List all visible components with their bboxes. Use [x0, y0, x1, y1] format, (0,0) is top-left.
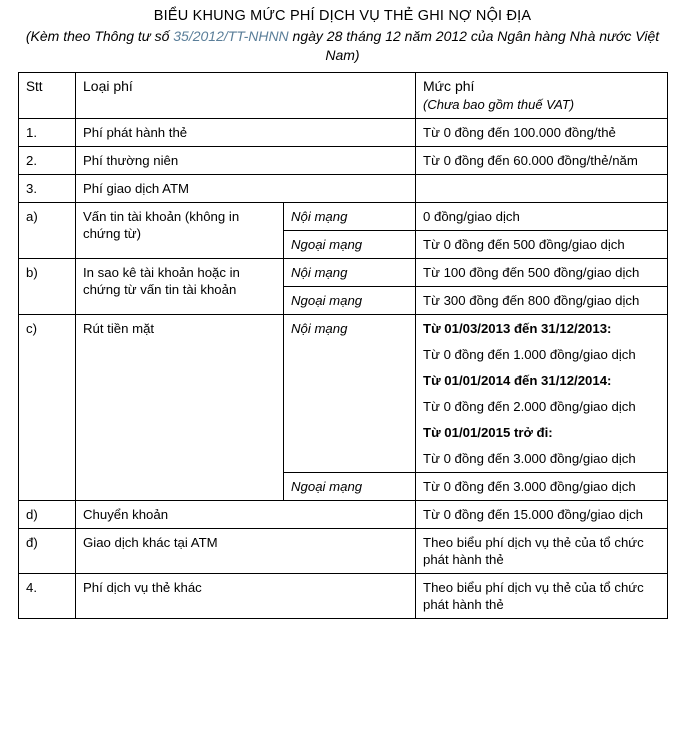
row-fee-amount: Từ 300 đồng đến 800 đồng/giao dịch [416, 287, 668, 315]
row-index: 3. [19, 175, 76, 203]
row-index: 4. [19, 574, 76, 619]
row-network-scope: Ngoại mạng [284, 287, 416, 315]
row-index: đ) [19, 529, 76, 574]
header-row [19, 73, 668, 119]
row-network-scope: Ngoại mạng [284, 473, 416, 501]
table-header [19, 73, 668, 119]
row-network-scope: Ngoại mạng [284, 231, 416, 259]
fee-tier [423, 320, 661, 337]
column-header-stt: Stt [19, 73, 76, 119]
column-header-fee-amount-label: Mức phí [423, 78, 475, 94]
fee-tier-value-wrap [423, 450, 661, 467]
row-fee-type: Vấn tin tài khoản (không in chứng từ) [76, 203, 284, 259]
row-network-scope: Nội mạng [284, 315, 416, 473]
column-header-fee-amount [416, 73, 668, 119]
subtitle-text-before: (Kèm theo Thông tư số [25, 28, 174, 44]
fee-tier-value-wrap [423, 398, 661, 415]
row-network-scope: Nội mạng [284, 203, 416, 231]
fee-tier-value: Từ 0 đồng đến 3.000 đồng/giao dịch [423, 451, 636, 466]
row-fee-amount: Từ 0 đồng đến 60.000 đồng/thẻ/năm [416, 147, 668, 175]
row-fee-type: Giao dịch khác tại ATM [76, 529, 416, 574]
fee-schedule-table [18, 72, 668, 619]
table-row [19, 175, 668, 203]
column-header-vat-note: (Chưa bao gồm thuế VAT) [423, 97, 575, 112]
row-fee-amount: Từ 100 đồng đến 500 đồng/giao dịch [416, 259, 668, 287]
table-row [19, 203, 668, 231]
row-fee-type: In sao kê tài khoản hoặc in chứng từ vấn tin tài khoản [76, 259, 284, 315]
row-fee-amount: 0 đồng/giao dịch [416, 203, 668, 231]
row-fee-amount [416, 175, 668, 203]
fee-tier [423, 372, 661, 389]
row-fee-type: Chuyển khoản [76, 501, 416, 529]
row-fee-amount: Từ 0 đồng đến 15.000 đồng/giao dịch [416, 501, 668, 529]
table-row [19, 529, 668, 574]
row-fee-amount: Từ 0 đồng đến 100.000 đồng/thẻ [416, 119, 668, 147]
fee-tier-period: Từ 01/01/2014 đến 31/12/2014: [423, 373, 612, 388]
fee-tier [423, 424, 661, 441]
row-fee-type: Phí phát hành thẻ [76, 119, 416, 147]
row-fee-amount: Từ 0 đồng đến 3.000 đồng/giao dịch [416, 473, 668, 501]
fee-tier-period: Từ 01/01/2015 trở đi: [423, 425, 553, 440]
fee-tier-period: Từ 01/03/2013 đến 31/12/2013: [423, 321, 612, 336]
title-block [0, 0, 685, 65]
row-fee-amount: Từ 0 đồng đến 500 đồng/giao dịch [416, 231, 668, 259]
row-index: d) [19, 501, 76, 529]
circular-reference-link[interactable]: 35/2012/TT-NHNN [173, 28, 289, 44]
fee-tier-value-wrap [423, 346, 661, 363]
table-row [19, 147, 668, 175]
table-row [19, 119, 668, 147]
column-header-fee-type: Loại phí [76, 73, 416, 119]
row-fee-amount: Theo biểu phí dịch vụ thẻ của tổ chức phát hành thẻ [416, 574, 668, 619]
row-index: b) [19, 259, 76, 315]
row-fee-type: Rút tiền mặt [76, 315, 284, 501]
fee-table-container [18, 72, 667, 619]
table-row [19, 259, 668, 287]
row-network-scope: Nội mạng [284, 259, 416, 287]
row-index: 1. [19, 119, 76, 147]
subtitle-text-after: ngày 28 tháng 12 năm 2012 của Ngân hàng Nhà nước Việt Nam) [288, 28, 660, 63]
table-row [19, 501, 668, 529]
row-index: a) [19, 203, 76, 259]
row-index: c) [19, 315, 76, 501]
row-fee-type: Phí dịch vụ thẻ khác [76, 574, 416, 619]
page-title: BIỂU KHUNG MỨC PHÍ DỊCH VỤ THẺ GHI NỢ NỘI ĐỊA [153, 8, 532, 24]
row-fee-type: Phí giao dịch ATM [76, 175, 416, 203]
table-row [19, 574, 668, 619]
page-subtitle [0, 27, 685, 65]
fee-tier-value: Từ 0 đồng đến 1.000 đồng/giao dịch [423, 347, 636, 362]
row-index: 2. [19, 147, 76, 175]
row-fee-amount-tiered [416, 315, 668, 473]
row-fee-amount: Theo biểu phí dịch vụ thẻ của tổ chức phát hành thẻ [416, 529, 668, 574]
fee-tier-value: Từ 0 đồng đến 2.000 đồng/giao dịch [423, 399, 636, 414]
row-fee-type: Phí thường niên [76, 147, 416, 175]
table-row [19, 315, 668, 473]
table-body [19, 119, 668, 619]
